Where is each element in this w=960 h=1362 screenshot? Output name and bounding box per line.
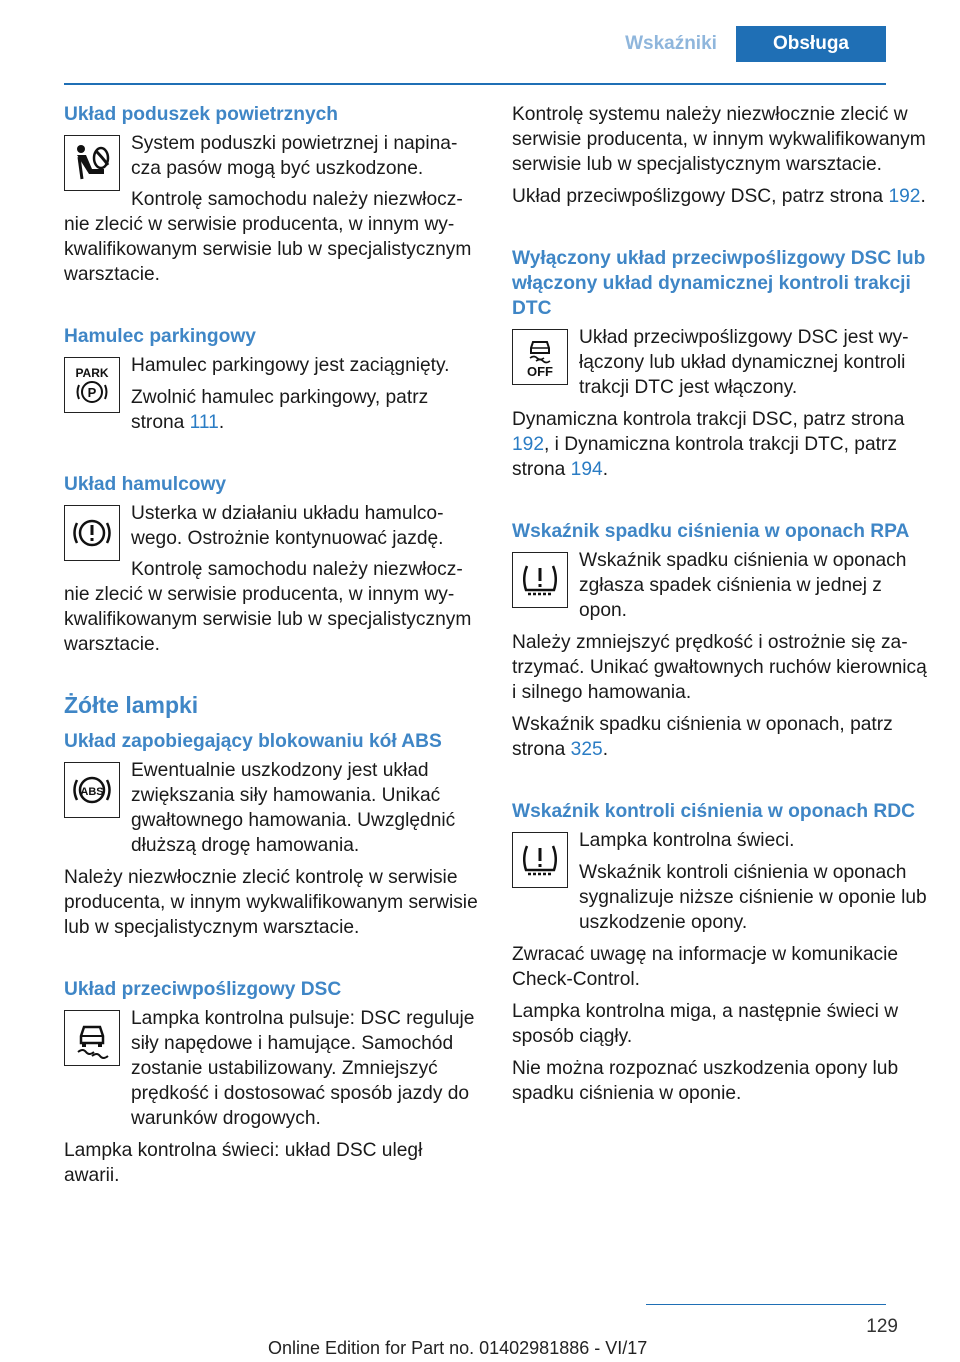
dsc-heading: Układ przeciwpoślizgowy DSC — [64, 979, 342, 1000]
parking-brake-text-1: Hamulec parkingowy jest zaciągnięty. — [131, 355, 450, 376]
footer-rule — [646, 1304, 886, 1305]
rpa-text-1: Wskaźnik spadku ciśnienia w oponach zgłasza spadek ciśnienia w jednej z opon. — [579, 550, 907, 621]
page-number: 129 — [866, 1316, 898, 1337]
svg-text:PARK: PARK — [75, 366, 109, 380]
page-link-325[interactable]: 325 — [570, 739, 603, 760]
page-link-194[interactable]: 194 — [570, 459, 603, 480]
rdc-text-4: Lampka kontrolna miga, a następnie świeci w sposób ciągły. — [512, 1001, 899, 1047]
dsc-text-1: Lampka kontrolna pulsuje: DSC reguluje siły napędowe i hamujące. Samochód zostanie ustabilizowany. Zmniejszyć prędkość i dostosować sposób jazdy do warunków drogowych. — [131, 1008, 475, 1129]
tire-pressure-icon-rpa — [512, 552, 568, 608]
abs-heading: Układ zapobiegający blokowaniu kół ABS — [64, 731, 442, 752]
rpa-heading: Wskaźnik spadku ciśnienia w oponach RPA — [512, 521, 910, 542]
section-tab[interactable]: Obsługa — [736, 26, 886, 62]
abs-text-1: Ewentualnie uszkodzony jest układ zwiększania siły hamowania. Unikać gwałtownego hamowania. Uwzględnić dłuższą drogę hamowania. — [131, 760, 456, 856]
airbag-text-2: Kontrolę samochodu należy niezwłocznie zlecić w serwisie producenta, w innym wykwalifikowanym serwisie lub w specjalistycznym warsztacie. — [64, 189, 472, 285]
airbag-text-1: System poduszki powietrznej i napinacza pasów mogą być uszkodzone. — [131, 133, 458, 179]
page-link-192[interactable]: 192 — [888, 186, 921, 207]
page-link-111[interactable]: 111 — [189, 412, 219, 433]
airbag-heading: Układ poduszek powietrznych — [64, 104, 339, 125]
rdc-text-1: Lampka kontrolna świeci. — [579, 830, 795, 851]
brake-system-text-2: Kontrolę samochodu należy niezwłocznie zlecić w serwisie producenta, w innym wykwalifikowanym serwisie lub w specjalistycznym warsztacie. — [64, 559, 472, 655]
edition-footer: Online Edition for Part no. 01402981886 - VI/17 — [268, 1338, 648, 1358]
brake-system-heading: Układ hamulcowy — [64, 474, 227, 495]
dsc-off-text-1: Układ przeciwpoślizgowy DSC jest wyłączony lub układ dynamicznej kontroli trakcji DTC jest włączony. — [579, 327, 909, 398]
abs-icon — [64, 762, 120, 818]
parking-brake-text-2: Zwolnić hamulec parkingowy, patrz strona 111. — [131, 387, 429, 433]
rdc-heading: Wskaźnik kontroli ciśnienia w oponach RDC — [512, 801, 916, 822]
dsc-off-text-2: Dynamiczna kontrola trakcji DSC, patrz strona 192, i Dynamiczna kontrola trakcji DTC, patrz strona 194. — [512, 409, 905, 480]
right-column — [512, 102, 927, 1106]
dsc-cont-text-1: Kontrolę systemu należy niezwłocznie zlecić w serwisie producenta, w innym wykwalifikowanym serwisie lub w specjalistycznym warsztacie. — [512, 104, 926, 175]
dsc-off-heading: Wyłączony układ przeciwpoślizgowy DSC lub włączony układ dynamicznej kontroli trakcji DTC — [512, 248, 926, 319]
svg-text:P: P — [87, 385, 97, 400]
dsc-cont-text-2: Układ przeciwpoślizgowy DSC, patrz strona 192. — [512, 186, 926, 207]
brake-system-text-1: Usterka w działaniu układu hamulcowego. Ostrożnie kontynuować jazdę. — [131, 503, 444, 549]
page-link-192b[interactable]: 192 — [512, 434, 545, 455]
rpa-text-2: Należy zmniejszyć prędkość i ostrożnie się zatrzymać. Unikać gwałtownych ruchów kierownicą i silnego hamowania. — [512, 632, 927, 703]
svg-text:ABS: ABS — [80, 786, 104, 798]
abs-text-2: Należy niezwłocznie zlecić kontrolę w serwisie producenta, w innym wykwalifikowanym serwisie lub w specjalistycznym warsztacie. — [64, 867, 478, 938]
rdc-text-2: Wskaźnik kontroli ciśnienia w oponach sygnalizuje niższe ciśnienie w oponie lub uszkodzenie opony. — [579, 862, 927, 933]
rpa-text-3: Wskaźnik spadku ciśnienia w oponach, patrz strona 325. — [512, 714, 893, 760]
page-header — [0, 22, 960, 62]
parking-brake-icon — [64, 357, 120, 413]
brake-warning-icon — [64, 505, 120, 561]
tire-pressure-icon-rdc — [512, 832, 568, 888]
dsc-off-icon — [512, 329, 568, 385]
dsc-icon — [64, 1010, 120, 1066]
rdc-text-5: Nie można rozpoznać uszkodzenia opony lub spadku ciśnienia w oponie. — [512, 1058, 899, 1104]
svg-text:OFF: OFF — [527, 364, 553, 379]
airbag-warning-icon — [64, 135, 120, 191]
left-column — [64, 102, 479, 1188]
header-rule — [64, 83, 886, 85]
parking-brake-heading: Hamulec parkingowy — [64, 326, 256, 347]
rdc-text-3: Zwracać uwagę na informacje w komunikacie Check-Control. — [512, 944, 899, 990]
chapter-tab[interactable]: Wskaźniki — [625, 33, 717, 54]
dsc-text-2: Lampka kontrolna świeci: układ DSC uległ awarii. — [64, 1140, 423, 1186]
yellow-lights-title: Żółte lampki — [64, 692, 199, 718]
